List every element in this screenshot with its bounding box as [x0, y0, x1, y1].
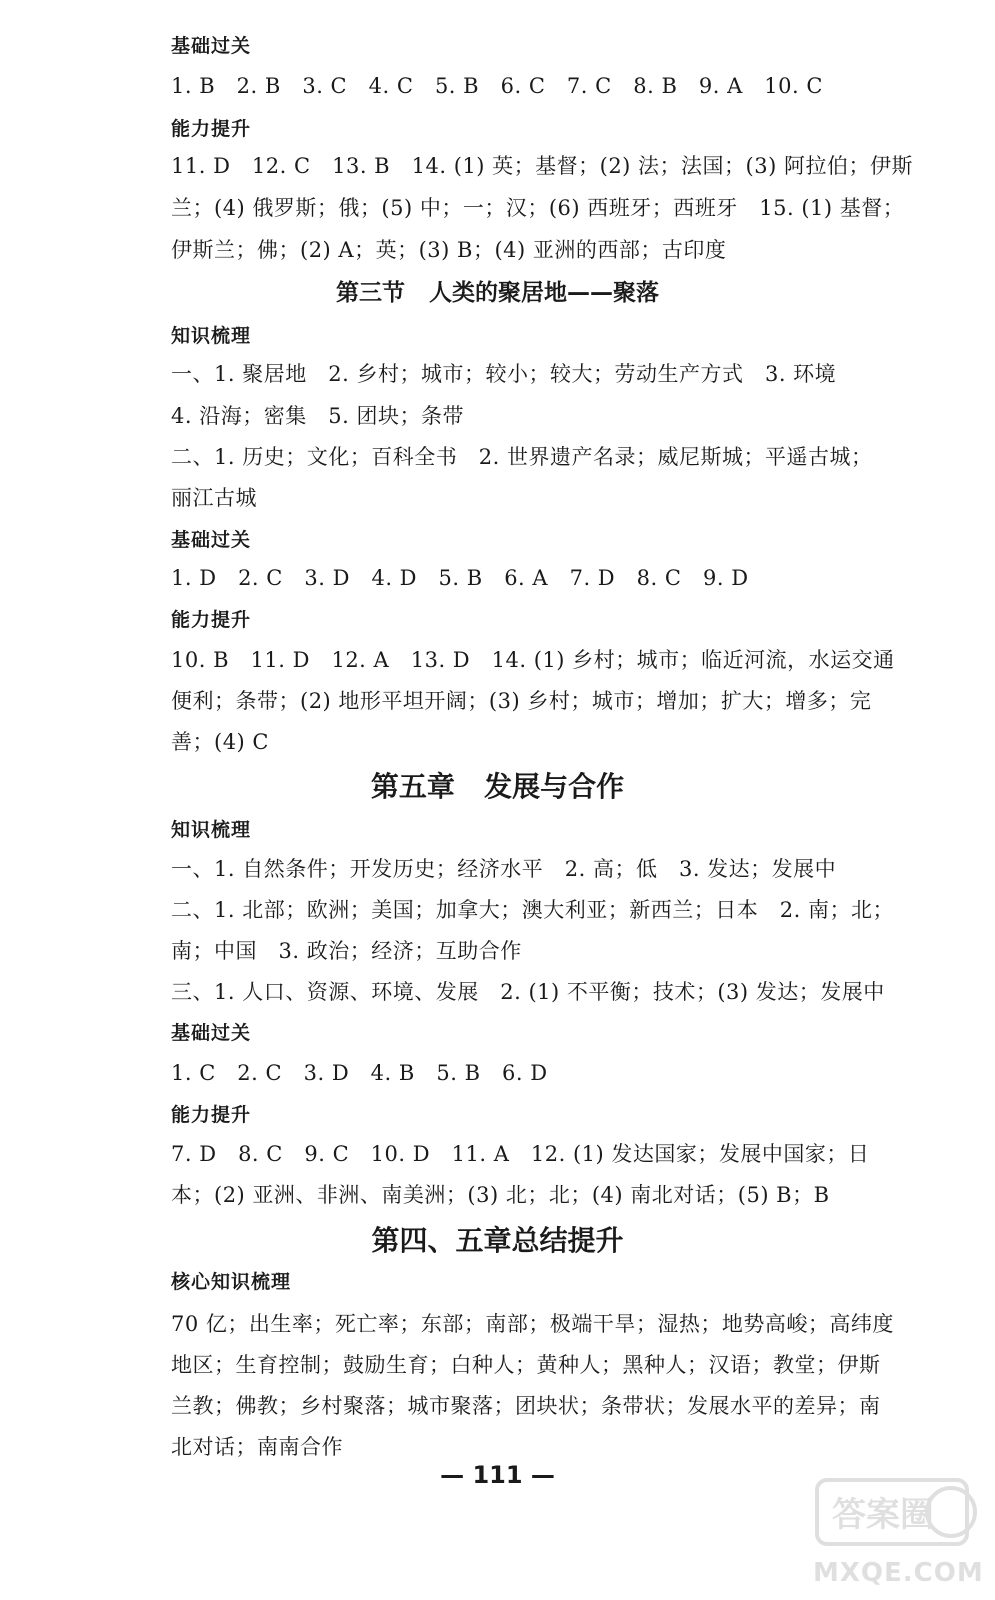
answer-line: 兰教；佛教；乡村聚落；城市聚落；团块状；条带状；发展水平的差异；南 [171, 1394, 881, 1418]
answer-line: 1. C 2. C 3. D 4. B 5. B 6. D [171, 1061, 548, 1085]
watermark-site: MXQE.COM [813, 1558, 984, 1588]
section-title-basic: 基础过关 [171, 1022, 252, 1044]
section-title-ability: 能力提升 [171, 118, 252, 140]
answer-line: 善；(4) C [171, 730, 269, 754]
answer-line: 兰；(4) 俄罗斯；俄；(5) 中；一；汉；(6) 西班牙；西班牙 15. (1) 基督； [171, 196, 905, 220]
answer-line: 便利；条带；(2) 地形平坦开阔；(3) 乡村；城市；增加；扩大；增多；完 [171, 689, 872, 713]
answer-line: 北对话；南南合作 [171, 1435, 343, 1459]
answer-line: 丽江古城 [171, 486, 257, 510]
answer-line: 一、1. 聚居地 2. 乡村；城市；较小；较大；劳动生产方式 3. 环境 [171, 362, 837, 386]
chapter-heading: 第五章 发展与合作 [370, 770, 625, 803]
watermark-logo [813, 1468, 983, 1588]
answer-line: 1. D 2. C 3. D 4. D 5. B 6. A 7. D 8. C 9. D [171, 566, 749, 590]
chapter-heading: 第四、五章总结提升 [371, 1224, 624, 1257]
watermark-icon [813, 1468, 983, 1558]
answer-line: 本；(2) 亚洲、非洲、南美洲；(3) 北；北；(4) 南北对话；(5) B；B [171, 1183, 830, 1207]
answer-line: 二、1. 北部；欧洲；美国；加拿大；澳大利亚；新西兰；日本 2. 南；北； [171, 898, 894, 922]
section-title-core: 核心知识梳理 [171, 1271, 292, 1293]
answer-line: 南；中国 3. 政治；经济；互助合作 [171, 939, 522, 963]
answer-line: 地区；生育控制；鼓励生育；白种人；黄种人；黑种人；汉语；教堂；伊斯 [171, 1353, 881, 1377]
answer-line: 一、1. 自然条件；开发历史；经济水平 2. 高；低 3. 发达；发展中 [171, 857, 837, 881]
section-title-basic: 基础过关 [171, 35, 252, 57]
page-number: — 111 — [440, 1461, 555, 1489]
section-title-ability: 能力提升 [171, 609, 252, 631]
answer-line: 10. B 11. D 12. A 13. D 14. (1) 乡村；城市；临近河流，水运交通 [171, 648, 895, 672]
answer-line: 70 亿；出生率；死亡率；东部；南部；极端干旱；湿热；地势高峻；高纬度 [171, 1312, 894, 1336]
answer-line: 4. 沿海；密集 5. 团块；条带 [171, 404, 464, 428]
section-title-ability: 能力提升 [171, 1104, 252, 1126]
answer-line: 7. D 8. C 9. C 10. D 11. A 12. (1) 发达国家；发展中国家；日 [171, 1142, 870, 1166]
section-heading: 第三节 人类的聚居地——聚落 [335, 280, 660, 306]
answer-line: 三、1. 人口、资源、环境、发展 2. (1) 不平衡；技术；(3) 发达；发展中 [171, 980, 885, 1004]
answer-line: 11. D 12. C 13. B 14. (1) 英；基督；(2) 法；法国；(3) 阿拉伯；伊斯 [171, 154, 913, 178]
watermark-brand: 答案圈 [832, 1495, 934, 1535]
answer-line: 1. B 2. B 3. C 4. C 5. B 6. C 7. C 8. B 9. A 10. C [171, 74, 823, 98]
section-title-basic: 基础过关 [171, 529, 252, 551]
section-title-knowledge: 知识梳理 [171, 325, 252, 347]
answer-line: 伊斯兰；佛；(2) A；英；(3) B；(4) 亚洲的西部；古印度 [171, 238, 727, 262]
section-title-knowledge: 知识梳理 [171, 819, 252, 841]
answer-line: 二、1. 历史；文化；百科全书 2. 世界遗产名录；威尼斯城；平遥古城； [171, 445, 873, 469]
